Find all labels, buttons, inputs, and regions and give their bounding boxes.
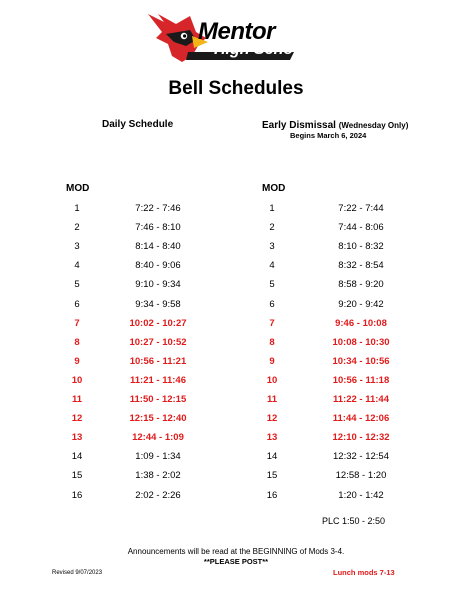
table-row (0, 260, 472, 276)
mod-time: 11:22 - 11:44 (333, 394, 389, 405)
mod-time: 9:20 - 9:42 (338, 298, 384, 310)
mod-time: 9:34 - 9:58 (135, 298, 181, 310)
mod-time: 10:08 - 10:30 (332, 336, 390, 348)
mod-time: 10:02 - 10:27 (129, 317, 187, 329)
mod-time: 12:10 - 12:32 (332, 432, 390, 444)
mod-time: 11:21 - 11:46 (130, 374, 186, 386)
mod-number: 11 (266, 394, 278, 405)
mod-time: 1:38 - 2:02 (135, 470, 181, 482)
mod-time: 11:50 - 12:15 (129, 394, 187, 405)
mod-time: 11:44 - 12:06 (332, 413, 390, 425)
mod-number: 16 (71, 489, 83, 501)
table-row (0, 394, 472, 410)
mod-number: 11 (71, 394, 83, 405)
mod-number: 9 (74, 355, 80, 367)
page-title: Bell Schedules (168, 78, 304, 99)
mod-time: 9:46 - 10:08 (335, 317, 387, 329)
mod-number: 15 (266, 470, 278, 482)
mod-time: 7:22 - 7:44 (338, 203, 384, 214)
mod-number: 3 (269, 241, 275, 253)
mod-number: 4 (74, 260, 80, 272)
mod-number: 12 (266, 413, 278, 425)
mod-number: 12 (71, 413, 83, 425)
mod-time: 10:34 - 10:56 (332, 355, 390, 367)
mod-time: 10:56 - 11:21 (129, 355, 187, 367)
daily-schedule-heading: Daily Schedule (102, 119, 174, 130)
table-row (0, 318, 472, 334)
table-row (0, 222, 472, 238)
daily-mod-header: MOD (66, 183, 90, 194)
mod-number: 14 (71, 451, 83, 463)
mod-number: 2 (74, 222, 80, 234)
table-row (0, 470, 472, 486)
table-row (0, 432, 472, 448)
mod-time: 12:58 - 1:20 (335, 470, 387, 482)
logo-line2: High School (214, 41, 308, 58)
early-dismissal-start: Begins March 6, 2024 (290, 131, 367, 140)
mod-number: 5 (269, 279, 275, 291)
mod-time: 12:32 - 12:54 (333, 451, 389, 463)
mod-time: 1:20 - 1:42 (338, 489, 384, 501)
mod-time: 10:27 - 10:52 (129, 336, 187, 348)
early-dismissal-title: Early Dismissal (262, 120, 336, 131)
mod-time: 10:56 - 11:18 (332, 374, 390, 386)
table-row (0, 490, 472, 506)
mod-number: 15 (71, 470, 83, 482)
mod-number: 13 (71, 432, 83, 444)
mod-number: 1 (74, 203, 80, 214)
table-row (0, 337, 472, 353)
table-row (0, 279, 472, 295)
table-row (0, 451, 472, 467)
table-row (0, 203, 472, 219)
table-row (0, 299, 472, 315)
mod-number: 6 (269, 298, 275, 310)
logo-line1: Mentor (198, 18, 275, 45)
mod-time: 8:14 - 8:40 (135, 241, 181, 253)
mod-time: 8:58 - 9:20 (338, 279, 384, 291)
mod-number: 6 (74, 298, 80, 310)
mod-number: 8 (269, 336, 275, 348)
revised-date: Revised 9/07/2023 (52, 570, 103, 576)
mod-time: 1:09 - 1:34 (135, 451, 181, 463)
mod-number: 2 (269, 222, 275, 234)
early-mod-header: MOD (262, 183, 286, 194)
mod-number: 10 (266, 374, 278, 386)
mod-number: 4 (269, 260, 275, 272)
mod-time: 7:44 - 8:06 (338, 222, 384, 234)
mod-time: 2:02 - 2:26 (135, 489, 181, 501)
mod-number: 5 (74, 279, 80, 291)
mod-time: 12:15 - 12:40 (129, 413, 187, 425)
early-dismissal-heading (262, 120, 408, 131)
lunch-mods-note: Lunch mods 7-13 (333, 568, 395, 577)
mod-number: 16 (266, 489, 278, 501)
mod-time: 12:44 - 1:09 (132, 432, 184, 444)
mod-number: 7 (269, 317, 275, 329)
early-dismissal-note: (Wednesday Only) (338, 121, 409, 130)
plc-time: PLC 1:50 - 2:50 (322, 516, 386, 526)
mod-number: 7 (74, 317, 80, 329)
mod-time: 7:46 - 8:10 (135, 222, 181, 234)
mod-time: 7:22 - 7:46 (135, 203, 181, 214)
announcement-text: Announcements will be read at the BEGINNING of Mods 3-4. (127, 547, 345, 556)
mod-number: 13 (266, 432, 278, 444)
table-row (0, 413, 472, 429)
mod-number: 9 (269, 355, 275, 367)
mod-time: 8:10 - 8:32 (338, 241, 384, 253)
table-row (0, 375, 472, 391)
mod-time: 8:32 - 8:54 (338, 260, 384, 272)
mod-number: 8 (74, 336, 80, 348)
table-row (0, 241, 472, 257)
mod-number: 3 (74, 241, 80, 253)
mod-time: 8:40 - 9:06 (135, 260, 181, 272)
mod-time: 9:10 - 9:34 (135, 279, 181, 291)
mod-number: 1 (269, 203, 275, 214)
table-row (0, 356, 472, 372)
mod-number: 14 (266, 451, 278, 463)
please-post-note: **PLEASE POST** (203, 557, 269, 566)
mod-number: 10 (71, 374, 83, 386)
